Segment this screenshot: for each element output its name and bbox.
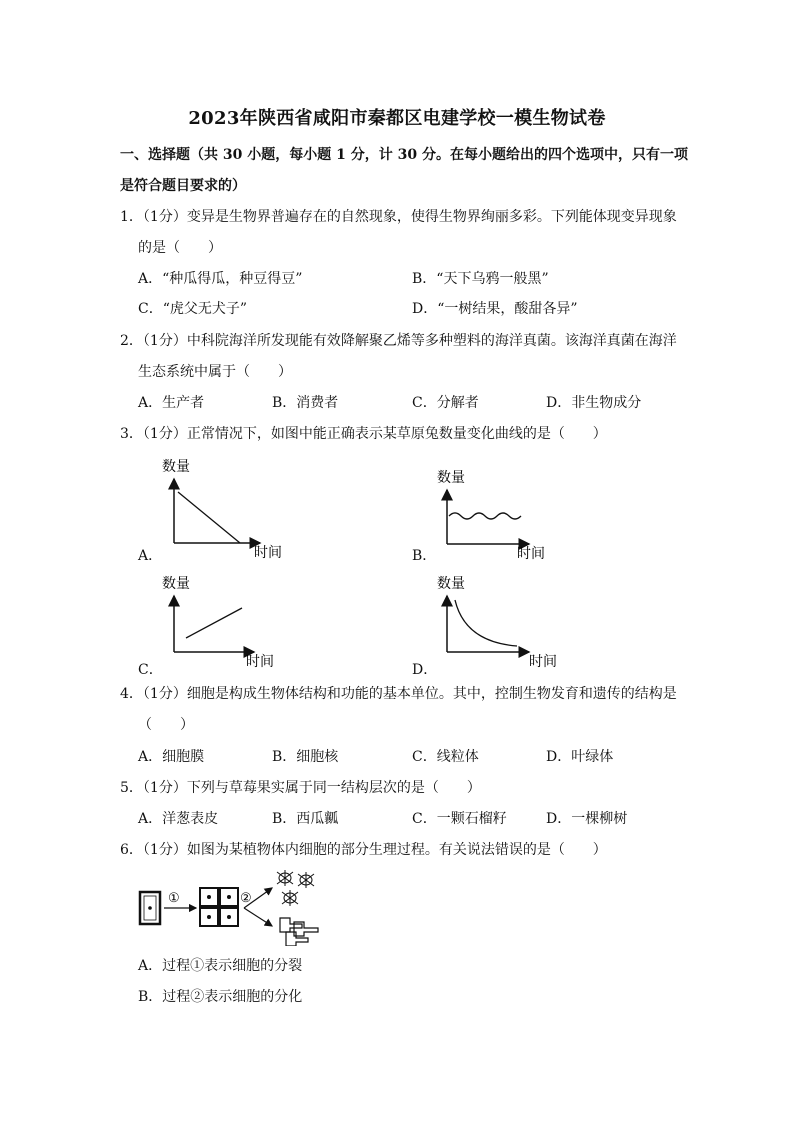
q3-graph-a-xlabel: 时间	[254, 545, 282, 561]
q6-option-b: B．过程②表示细胞的分化	[138, 989, 303, 1005]
q3-option-c: C．	[138, 662, 163, 678]
q3-graph-a-curve	[178, 492, 240, 543]
q3-graph-a	[150, 455, 300, 565]
step-2-label: ②	[240, 891, 252, 906]
q2-option-a: A．生产者	[138, 395, 205, 411]
differentiated-cells-lower	[280, 918, 318, 946]
q3-graph-d-xlabel: 时间	[529, 654, 557, 670]
q3-graph-a-ylabel: 数量	[162, 459, 190, 475]
q3-graph-d-ylabel: 数量	[437, 576, 465, 592]
q1-option-a: A．“种瓜得瓜，种豆得豆”	[138, 271, 303, 287]
q5-option-c: C．一颗石榴籽	[412, 811, 507, 827]
q3-stem-line1: 3．（1分）正常情况下，如图中能正确表示某草原兔数量变化曲线的是（ ）	[120, 426, 607, 442]
q1-option-c: C．“虎父无犬子”	[138, 301, 248, 317]
section-heading-line1: 一、选择题（共 30 小题，每小题 1 分，计 30 分。在每小题给出的四个选项中，只有一项	[120, 147, 688, 163]
q4-option-c: C．线粒体	[412, 749, 479, 765]
q4-option-d: D．叶绿体	[546, 749, 614, 765]
q3-graph-c	[150, 572, 290, 672]
q5-stem-line1: 5．（1分）下列与草莓果实属于同一结构层次的是（ ）	[120, 780, 481, 796]
differentiated-cells-upper	[277, 870, 314, 906]
divided-cells	[200, 888, 238, 926]
q1-stem-line2: 的是（ ）	[138, 240, 222, 256]
q4-option-a: A．细胞膜	[138, 749, 205, 765]
q3-option-a: A．	[138, 548, 163, 564]
q1-option-d: D．“一树结果，酸甜各异”	[412, 301, 578, 317]
q3-graph-b-xlabel: 时间	[517, 546, 545, 562]
q3-option-d: D．	[412, 662, 438, 678]
q3-graph-c-curve	[186, 608, 242, 638]
q5-option-a: A．洋葱表皮	[138, 811, 219, 827]
q3-graph-c-ylabel: 数量	[162, 576, 190, 592]
q1-stem-line1: 1．（1分）变异是生物界普遍存在的自然现象，使得生物界绚丽多彩。下列能体现变异现象	[120, 209, 677, 225]
q3-graph-b-ylabel: 数量	[437, 470, 465, 486]
q5-option-d: D．一棵柳树	[546, 811, 628, 827]
section-heading-line2: 是符合题目要求的）	[120, 178, 246, 194]
q4-stem-line1: 4．（1分）细胞是构成生物体结构和功能的基本单位。其中，控制生物发育和遗传的结构是	[120, 686, 677, 702]
q3-graph-c-xlabel: 时间	[246, 654, 274, 670]
q2-stem-line2: 生态系统中属于（ ）	[138, 364, 292, 380]
q3-graph-b-curve	[449, 513, 521, 519]
q4-stem-line2: （ ）	[138, 717, 194, 733]
q5-option-b: B．西瓜瓤	[272, 811, 339, 827]
q2-option-c: C．分解者	[412, 395, 479, 411]
q2-option-b: B．消费者	[272, 395, 339, 411]
step-1-label: ①	[168, 891, 180, 906]
q3-graph-b	[425, 466, 565, 566]
page-title: 2023年陕西省咸阳市秦都区电建学校一模生物试卷	[188, 108, 606, 129]
q3-graph-d	[425, 572, 565, 672]
q6-cell-process-diagram	[130, 866, 340, 946]
q6-option-a: A．过程①表示细胞的分裂	[138, 958, 303, 974]
q3-graph-d-curve	[455, 600, 517, 646]
q2-stem-line1: 2．（1分）中科院海洋所发现能有效降解聚乙烯等多种塑料的海洋真菌。该海洋真菌在海洋	[120, 333, 677, 349]
q6-stem-line1: 6．（1分）如图为某植物体内细胞的部分生理过程。有关说法错误的是（ ）	[120, 842, 607, 858]
q2-option-d: D．非生物成分	[546, 395, 642, 411]
arrow-process-2-lower	[244, 908, 272, 926]
q1-option-b: B．“天下乌鸦一般黑”	[412, 271, 549, 287]
q3-option-b: B．	[412, 548, 437, 564]
q4-option-b: B．细胞核	[272, 749, 339, 765]
